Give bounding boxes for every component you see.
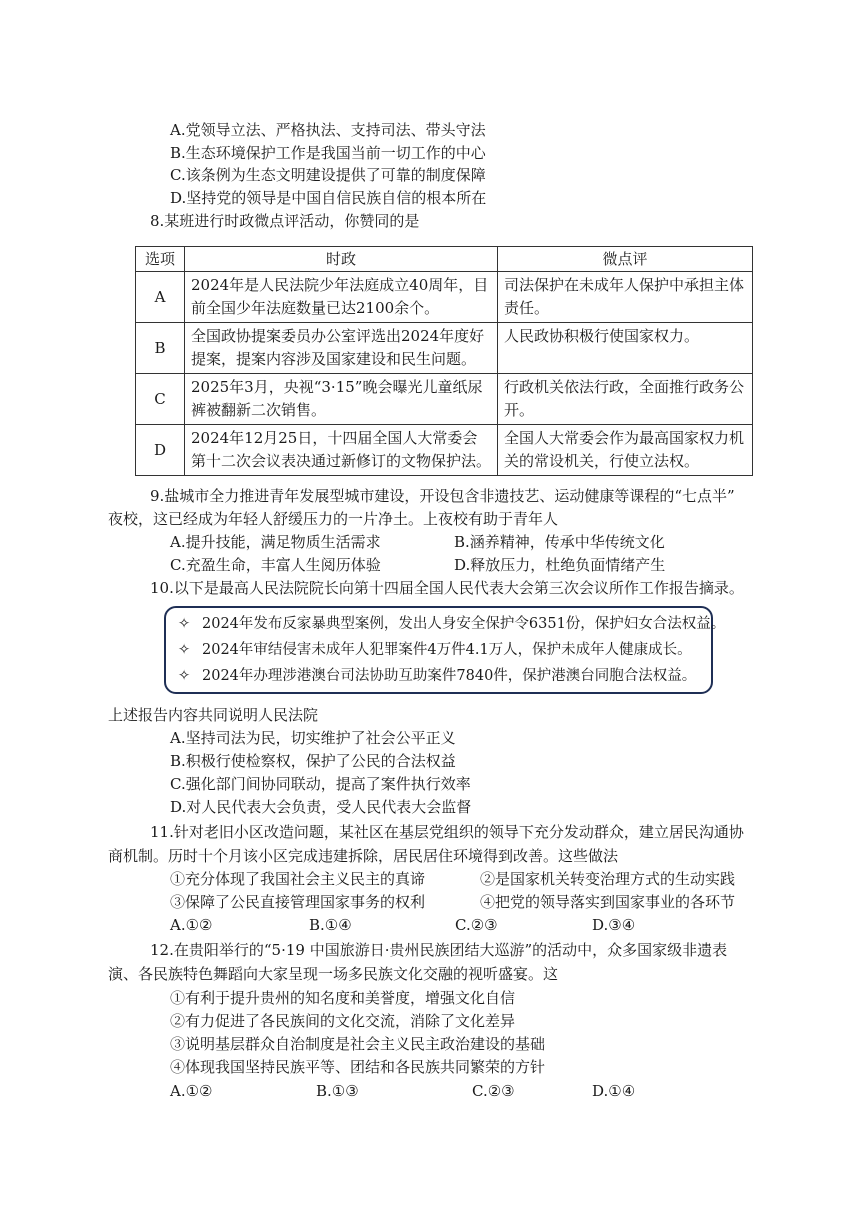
header-comment: 微点评 (498, 247, 753, 272)
row-news: 2024年是人民法院少年法庭成立40周年，目前全国少年法庭数量已达2100余个。 (185, 272, 498, 323)
q12-statement-1: ①有利于提升贵州的知名度和美誉度，增强文化自信 (170, 989, 516, 1007)
report-excerpt-box (164, 606, 726, 694)
q11-statement-1: ①充分体现了我国社会主义民主的真谛 (170, 870, 426, 888)
q12-stem-line1: 12.在贵阳举行的“5·19 中国旅游日·贵州民族团结大巡游”的活动中，众多国家级非遗表 (150, 941, 728, 959)
table-header-row (136, 247, 753, 272)
q11-choice-c: C.②③ (455, 916, 498, 934)
row-news: 2024年12月25日，十四届全国人大常委会第十二次会议表决通过新修订的文物保护法。 (185, 425, 498, 476)
row-news: 全国政协提案委员办公室评选出2024年度好提案，提案内容涉及国家建设和民生问题。 (185, 323, 498, 374)
excerpt-item: ✧ 2024年发布反家暴典型案例，发出人身安全保护令6351份，保护妇女合法权益。 (178, 616, 726, 632)
q9-option-a: A.提升技能，满足物质生活需求 (170, 533, 381, 551)
diamond-bullet-icon: ✧ (178, 668, 191, 684)
header-option: 选项 (136, 247, 185, 272)
row-comment: 人民政协积极行使国家权力。 (498, 323, 753, 374)
q10-option-a: A.坚持司法为民，切实维护了社会公平正义 (170, 729, 456, 747)
q9-option-b: B.涵养精神，传承中华传统文化 (454, 533, 665, 551)
q10-option-c: C.强化部门间协同联动，提高了案件执行效率 (170, 775, 471, 793)
row-option: A (136, 272, 185, 323)
row-option: C (136, 374, 185, 425)
q9-option-c: C.充盈生命，丰富人生阅历体验 (170, 556, 381, 574)
row-comment: 全国人大常委会作为最高国家权力机关的常设机关，行使立法权。 (498, 425, 753, 476)
q12-statement-4: ④体现我国坚持民族平等、团结和各民族共同繁荣的方针 (170, 1058, 546, 1076)
row-comment: 行政机关依法行政，全面推行政务公开。 (498, 374, 753, 425)
q10-stem: 10.以下是最高人民法院院长向第十四届全国人民代表大会第三次会议所作工作报告摘录。 (150, 579, 744, 597)
q11-statement-3: ③保障了公民直接管理国家事务的权利 (170, 893, 426, 911)
diamond-bullet-icon: ✧ (178, 616, 191, 632)
q11-choice-d: D.③④ (592, 916, 636, 934)
q12-choice-a: A.①② (170, 1082, 213, 1100)
q11-choice-b: B.①④ (309, 916, 352, 934)
header-news: 时政 (185, 247, 498, 272)
q12-stem-line2: 演、各民族特色舞蹈向大家呈现一场多民族文化交融的视听盛宴。这 (108, 965, 559, 983)
q10-option-b: B.积极行使检察权，保护了公民的合法权益 (170, 752, 456, 770)
q9-option-d: D.释放压力，杜绝负面情绪产生 (454, 556, 666, 574)
row-option: D (136, 425, 185, 476)
q11-stem-line2: 商机制。历时十个月该小区完成违建拆除，居民居住环境得到改善。这些做法 (108, 847, 619, 865)
table-row (136, 323, 753, 374)
row-comment: 司法保护在未成年人保护中承担主体责任。 (498, 272, 753, 323)
q10-follow: 上述报告内容共同说明人民法院 (108, 706, 319, 724)
q7-option-a: A.党领导立法、严格执法、支持司法、带头守法 (170, 121, 486, 139)
q10-option-d: D.对人民代表大会负责，受人民代表大会监督 (170, 798, 472, 816)
row-news: 2025年3月，央视“3·15”晚会曝光儿童纸尿裤被翻新二次销售。 (185, 374, 498, 425)
row-option: B (136, 323, 185, 374)
excerpt-item: ✧ 2024年审结侵害未成年人犯罪案件4万件4.1万人，保护未成年人健康成长。 (178, 642, 692, 658)
q8-table (135, 246, 753, 476)
q8-stem: 8.某班进行时政微点评活动，你赞同的是 (150, 212, 420, 230)
excerpt-item: ✧ 2024年办理涉港澳台司法协助互助案件7840件，保护港澳台同胞合法权益。 (178, 668, 697, 684)
q11-stem-line1: 11.针对老旧小区改造问题，某社区在基层党组织的领导下充分发动群众，建立居民沟通协 (150, 823, 744, 841)
q7-option-c: C.该条例为生态文明建设提供了可靠的制度保障 (170, 166, 486, 184)
q11-statement-4: ④把党的领导落实到国家事业的各环节 (480, 893, 736, 911)
q12-choice-c: C.②③ (472, 1082, 515, 1100)
q9-stem-line1: 9.盐城市全力推进青年发展型城市建设，开设包含非遗技艺、运动健康等课程的“七点半” (150, 487, 735, 505)
table-row (136, 425, 753, 476)
q12-statement-3: ③说明基层群众自治制度是社会主义民主政治建设的基础 (170, 1035, 546, 1053)
table-row (136, 272, 753, 323)
q7-option-b: B.生态环境保护工作是我国当前一切工作的中心 (170, 144, 486, 162)
table-row (136, 374, 753, 425)
q12-choice-b: B.①③ (316, 1082, 359, 1100)
q12-statement-2: ②有力促进了各民族间的文化交流，消除了文化差异 (170, 1012, 516, 1030)
q7-option-d: D.坚持党的领导是中国自信民族自信的根本所在 (170, 189, 487, 207)
q11-choice-a: A.①② (170, 916, 213, 934)
q12-choice-d: D.①④ (592, 1082, 636, 1100)
diamond-bullet-icon: ✧ (178, 642, 191, 658)
q11-statement-2: ②是国家机关转变治理方式的生动实践 (480, 870, 736, 888)
q9-stem-line2: 夜校，这已经成为年轻人舒缓压力的一片净土。上夜校有助于青年人 (108, 510, 559, 528)
